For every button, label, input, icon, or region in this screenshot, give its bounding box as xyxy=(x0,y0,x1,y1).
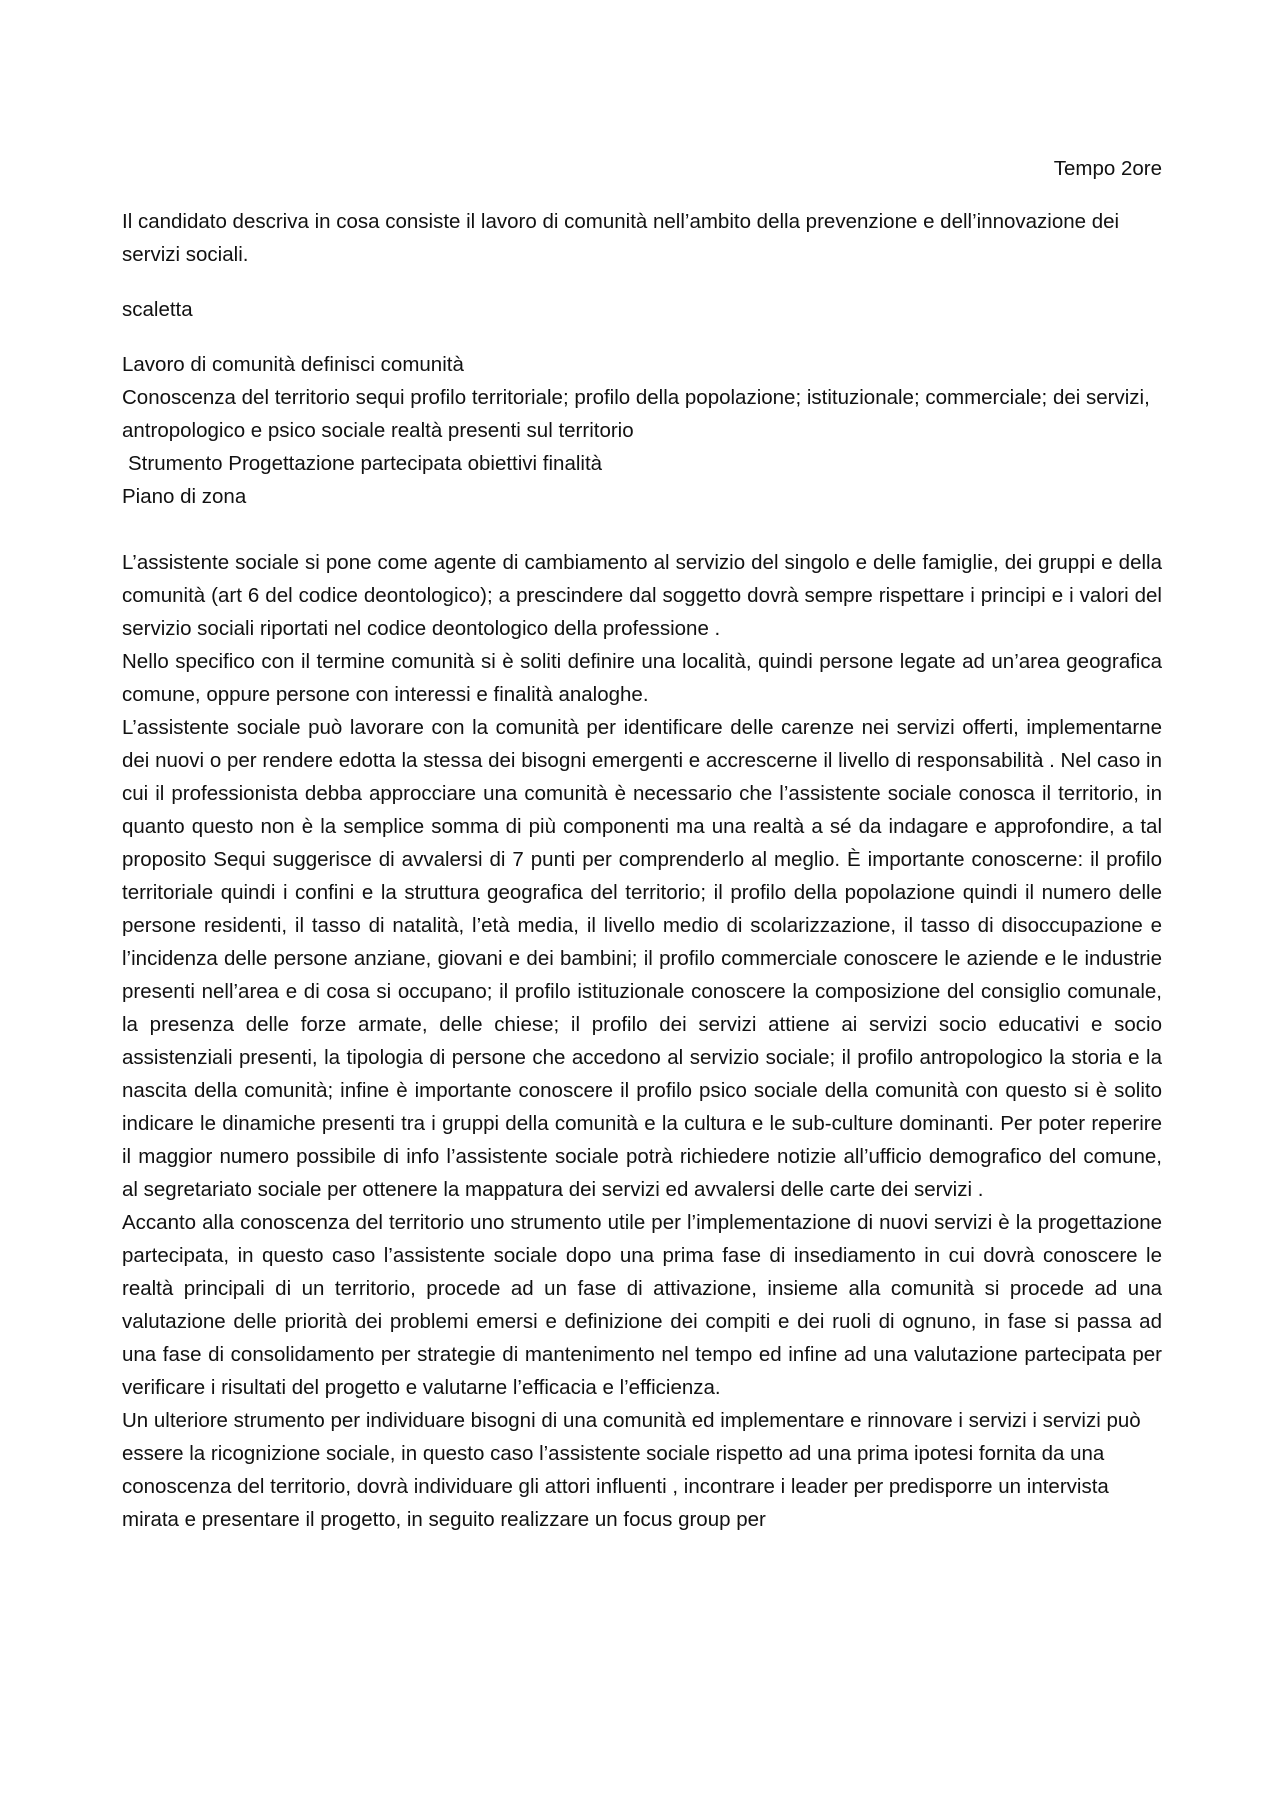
outline-label: scaletta xyxy=(122,298,193,321)
body-paragraph: L’assistente sociale può lavorare con la comunità per identificare delle carenze nei servizi offerti, implementarne dei nuovi o per rendere edotta la stessa dei bisogni emergenti e accrescerne il livello di responsabilità . Nel caso in cui il professionista debba approcciare una comunità è necessario che l’assistente sociale conosca il territorio, in quanto questo non è la semplice somma di più componenti ma una realtà a sé da indagare e approfondire, a tal proposito Sequi suggerisce di avvalersi di 7 punti per comprenderlo al meglio. È importante conoscerne: il profilo territoriale quindi i confini e la struttura geografica del territorio; il profilo della popolazione quindi il numero delle persone residenti, il tasso di natalità, l’età media, il livello medio di scolarizzazione, il tasso di disoccupazione e l’incidenza delle persone anziane, giovani e dei bambini; il profilo commerciale conoscere le aziende e le industrie presenti nell’area e di cosa si occupano; il profilo istituzionale conoscere la composizione del consiglio comunale, la presenza delle forze armate, delle chiese; il profilo dei servizi attiene ai servizi socio educativi e socio assistenziali presenti, la tipologia di persone che accedono al servizio sociale; il profilo antropologico la storia e la nascita della comunità; infine è importante conoscere il profilo psico sociale della comunità con questo si è solito indicare le dinamiche presenti tra i gruppi della comunità e la cultura e le sub-culture dominanti. Per poter reperire il maggior numero possibile di info l’assistente sociale potrà richiedere notizie all’ufficio demografico del comune, al segretariato sociale per ottenere la mappatura dei servizi ed avvalersi delle carte dei servizi . xyxy=(122,716,1162,1201)
body-paragraph: Accanto alla conoscenza del territorio uno strumento utile per l’implementazione di nuovi servizi è la progettazione partecipata, in questo caso l’assistente sociale dopo una prima fase di insediamento in cui dovrà conoscere le realtà principali di un territorio, procede ad un fase di attivazione, insieme alla comunità si procede ad una valutazione delle priorità dei problemi emersi e definizione dei compiti e dei ruoli di ognuno, in fase si passa ad una fase di consolidamento per strategie di mantenimento nel tempo ed infine ad una valutazione partecipata per verificare i risultati del progetto e valutarne l’efficacia e l’efficienza. xyxy=(122,1211,1162,1399)
final-paragraph: Un ulteriore strumento per individuare bisogni di una comunità ed implementare e rinnovare i servizi i servizi può essere la ricognizione sociale, in questo caso l’assistente sociale rispetto ad una prima ipotesi fornita da una conoscenza del territorio, dovrà individuare gli attori influenti , incontrare i leader per predisporre un intervista mirata e presentare il progetto, in seguito realizzare un focus group per xyxy=(122,1409,1141,1531)
outline-item: Lavoro di comunità definisci comunità xyxy=(122,353,464,376)
outline-item: Conoscenza del territorio sequi profilo territoriale; profilo della popolazione; istituzionale; commerciale; dei servizi, antropologico e psico sociale realtà presenti sul territorio xyxy=(122,386,1150,442)
essay-body xyxy=(122,546,1162,1404)
outline-item: Strumento Progettazione partecipata obiettivi finalità xyxy=(128,452,603,475)
time-limit: Tempo 2ore xyxy=(1053,157,1162,180)
body-paragraph: L’assistente sociale si pone come agente di cambiamento al servizio del singolo e delle famiglie, dei gruppi e della comunità (art 6 del codice deontologico); a prescindere dal soggetto dovrà sempre rispettare i principi e i valori del servizio sociali riportati nel codice deontologico della professione . xyxy=(122,551,1162,640)
body-paragraph: Nello specifico con il termine comunità si è soliti definire una località, quindi persone legate ad un’area geografica comune, oppure persone con interessi e finalità analoghe. xyxy=(122,650,1162,706)
exam-prompt: Il candidato descriva in cosa consiste il lavoro di comunità nell’ambito della prevenzione e dell’innovazione dei servizi sociali. xyxy=(122,210,1120,266)
outline-list xyxy=(122,348,1162,513)
document-content xyxy=(122,152,1162,1536)
outline-item: Piano di zona xyxy=(122,485,247,508)
